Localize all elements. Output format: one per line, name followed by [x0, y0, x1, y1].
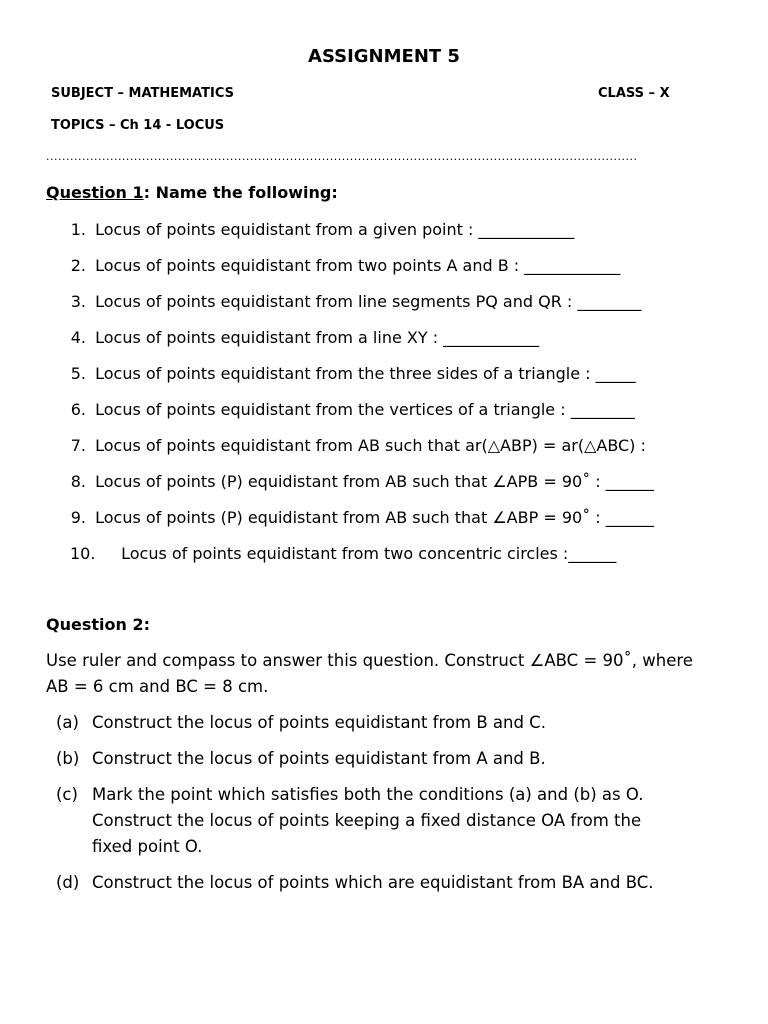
- item-number: 2.: [70, 256, 86, 275]
- q1-list-item: [66, 328, 539, 347]
- item-text: Locus of points equidistant from two points A and B : ____________: [95, 256, 621, 275]
- part-label: (a): [56, 713, 79, 732]
- item-text: Locus of points equidistant from two concentric circles :______: [121, 544, 617, 563]
- item-number: 9.: [70, 508, 86, 527]
- q2-part-b: [56, 746, 716, 772]
- question-1-label: Question 1: [46, 183, 144, 202]
- item-text: Locus of points equidistant from the three sides of a triangle : _____: [95, 364, 636, 383]
- q2-part-c: [56, 782, 686, 860]
- part-text: Construct the locus of points equidistant from B and C.: [92, 713, 546, 732]
- item-number: 3.: [70, 292, 86, 311]
- q2-part-a: [56, 710, 716, 736]
- q1-list-item: [66, 256, 620, 275]
- item-number: 4.: [70, 328, 86, 347]
- item-number: 5.: [70, 364, 86, 383]
- part-label: (d): [56, 873, 80, 892]
- q1-list-item: [66, 472, 654, 491]
- class-label: CLASS – X: [598, 86, 670, 101]
- q2-part-d: [56, 870, 716, 896]
- q1-list-item: [66, 508, 654, 527]
- q1-list-item: [66, 364, 636, 383]
- item-text: Locus of points (P) equidistant from AB such that ∠APB = 90˚ : ______: [95, 472, 654, 491]
- question-2-colon: :: [143, 615, 150, 634]
- topics-label: TOPICS – Ch 14 - LOCUS: [51, 118, 225, 133]
- item-text: Locus of points equidistant from line segments PQ and QR : ________: [95, 292, 642, 311]
- part-label: (c): [56, 785, 78, 804]
- item-text: Locus of points equidistant from the vertices of a triangle : ________: [95, 400, 635, 419]
- q1-list-item: [66, 400, 635, 419]
- part-text: Construct the locus of points which are equidistant from BA and BC.: [92, 873, 654, 892]
- item-number: 10.: [70, 544, 96, 563]
- question-2-intro: Use ruler and compass to answer this question. Construct ∠ABC = 90˚, where AB = 6 cm and BC = 8 cm.: [46, 651, 693, 696]
- item-number: 8.: [70, 472, 86, 491]
- item-text: Locus of points equidistant from a given point : ____________: [95, 220, 575, 239]
- question-2-heading: [46, 615, 150, 634]
- q1-list-item: [66, 220, 574, 239]
- question-1-instruction: : Name the following:: [143, 183, 338, 202]
- item-text: Locus of points (P) equidistant from AB such that ∠ABP = 90˚ : ______: [95, 508, 654, 527]
- item-number: 6.: [70, 400, 86, 419]
- question-2-label: Question 2: [46, 615, 144, 634]
- q1-list-item: [66, 436, 646, 455]
- part-label: (b): [56, 749, 80, 768]
- dotted-separator: ....................................................................................................................................................: [46, 150, 638, 163]
- subject-label: SUBJECT – MATHEMATICS: [51, 86, 234, 101]
- part-text: Construct the locus of points equidistant from A and B.: [92, 749, 546, 768]
- q1-list-item: [66, 292, 641, 311]
- question-1-heading: [46, 183, 338, 202]
- item-text: Locus of points equidistant from AB such that ar(△ABP) = ar(△ABC) :: [95, 436, 646, 455]
- q1-list-item: [70, 544, 616, 563]
- assignment-title: ASSIGNMENT 5: [308, 46, 460, 67]
- item-number: 7.: [70, 436, 86, 455]
- part-text: Mark the point which satisfies both the conditions (a) and (b) as O. Construct the locus of points keeping a fixed distance OA from the fixed point O.: [92, 785, 644, 856]
- item-text: Locus of points equidistant from a line XY : ____________: [95, 328, 540, 347]
- item-number: 1.: [70, 220, 86, 239]
